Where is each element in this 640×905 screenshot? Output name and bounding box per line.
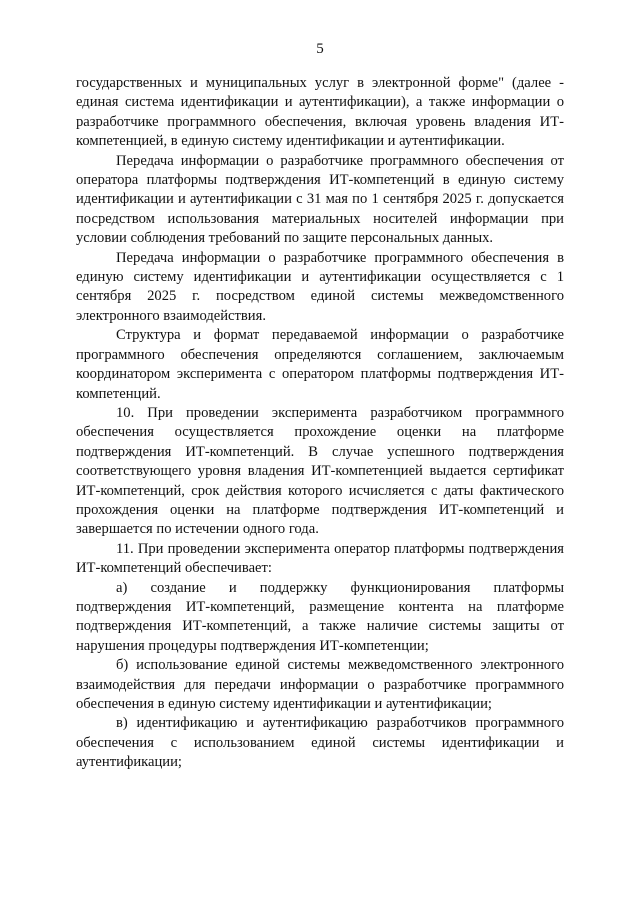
- document-body: [76, 74, 564, 773]
- paragraph-structure-format: Структура и формат передаваемой информации о разработчике программного обеспечения определяются соглашением, заключаемым координатором эксперимента с оператором платформы подтверждения ИТ-компетенций.: [76, 327, 564, 402]
- paragraph-transfer-period: Передача информации о разработчике программного обеспечения от оператора платформы подтверждения ИТ-компетенций в единую систему идентификации и аутентификации с 31 мая по 1 сентября 2025 г. допускается посредством использования материальных носителей информации при условии соблюдения требований по защите персональных данных.: [76, 152, 564, 247]
- paragraph-item-11: 11. При проведении эксперимента оператор платформы подтверждения ИТ-компетенций обеспечивает:: [76, 540, 564, 577]
- paragraph-item-10: 10. При проведении эксперимента разработчиком программного обеспечения осуществляется прохождение оценки на платформе подтверждения ИТ-компетенций. В случае успешного подтверждения соответствующего уровня владения ИТ-компетенцией выдается сертификат ИТ-компетенций, срок действия которого исчисляется с даты фактического прохождения оценки на платформе подтверждения ИТ-компетенций и завершается по истечении одного года.: [76, 404, 564, 538]
- paragraph-transfer-smev: Передача информации о разработчике программного обеспечения в единую систему идентификации и аутентификации осуществляется с 1 сентября 2025 г. посредством единой системы межведомственного электронного взаимодействия.: [76, 249, 564, 324]
- paragraph-item-11-b: б) использование единой системы межведомственного электронного взаимодействия для передачи информации о разработчике программного обеспечения в единую систему идентификации и аутентификации;: [76, 657, 564, 712]
- paragraph-item-11-v: в) идентификацию и аутентификацию разработчиков программного обеспечения с использованием единой системы идентификации и аутентификации;: [76, 715, 564, 771]
- paragraph-continuation: государственных и муниципальных услуг в электронной форме" (далее - единая система идентификации и аутентификации), а также информации о разработчике программного обеспечения, включая уровень владения ИТ-компетенцией, в единую систему идентификации и аутентификации.: [76, 75, 564, 150]
- paragraph-item-11-a: а) создание и поддержку функционирования платформы подтверждения ИТ-компетенций, размещение контента на платформе подтверждения ИТ-компетенций, а также наличие системы защиты от нарушения процедуры подтверждения ИТ-компетенции;: [76, 579, 564, 654]
- page-number: 5: [316, 41, 324, 57]
